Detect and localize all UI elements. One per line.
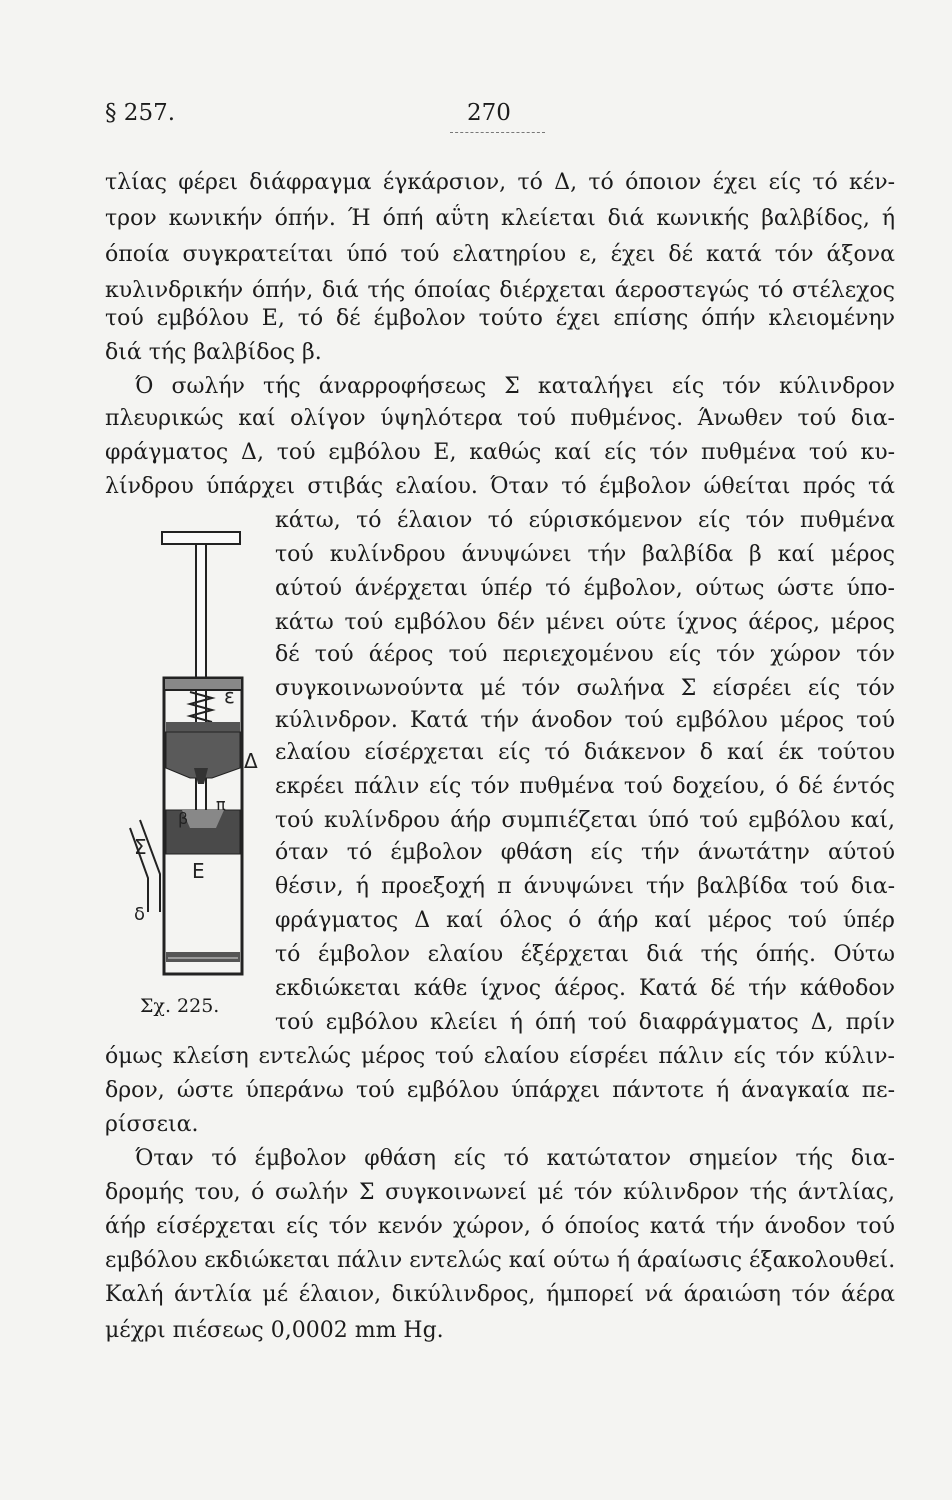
oil-pump-diagram <box>120 528 270 988</box>
text-line: Καλή άντλία μέ έλαιον, δικύλινδρος, ήμπορεί νά άραιώση τόν άέρα <box>105 1282 895 1307</box>
section-mark: § 257. <box>105 100 176 126</box>
text-line: τρον κωνικήν όπήν. Ή όπή αΰτη κλείεται διά κωνικής βαλβίδος, ή <box>105 206 895 231</box>
text-line: πλευρικώς καί ολίγον ύψηλότερα τού πυθμένος. Άνωθεν τού δια- <box>105 406 895 431</box>
text-line: αύτού άνέρχεται ύπέρ τό έμβολον, ούτως ώστε ύπο- <box>275 576 895 601</box>
text-line: κάτω, τό έλαιον τό εύρισκόμενον είς τόν πυθμένα <box>275 508 895 533</box>
text-line: φράγματος Δ καί όλος ό άήρ καί μέρος τού ύπέρ <box>275 908 895 933</box>
text-line: δρον, ώστε ύπεράνω τού εμβόλου ύπάρχει πάντοτε ή άναγκαία πε- <box>105 1078 895 1103</box>
label-small-delta: δ <box>134 904 146 925</box>
label-sigma: Σ <box>134 835 147 859</box>
text-line: εμβόλου εκδιώκεται πάλιν εντελώς καί ούτω ή άραίωσις έξακολουθεί. <box>105 1248 895 1273</box>
text-line: φράγματος Δ, τού εμβόλου Ε, καθώς καί είς τόν πυθμένα τού κυ- <box>105 440 895 465</box>
text-line: τλίας φέρει διάφραγμα έγκάρσιον, τό Δ, τό όποιον έχει είς τό κέν- <box>105 170 895 195</box>
text-line: τού εμβόλου Ε, τό δέ έμβολον τούτο έχει επίσης όπήν κλειομένην <box>105 306 895 331</box>
text-line: όμως κλείση εντελώς μέρος τού ελαίου είσρέει πάλιν είς τόν κύλιν- <box>105 1044 895 1069</box>
text-line: κύλινδρον. Κατά τήν άνοδον τού εμβόλου μέρος τού <box>275 708 895 733</box>
text-line: δέ τού άέρος τού περιεχομένου είς τόν χώρον τόν <box>275 642 895 667</box>
text-line: διά τής βαλβίδος β. <box>105 340 322 365</box>
text-line: Ό σωλήν τής άναρροφήσεως Σ καταλήγει είς τόν κύλινδρον <box>135 374 895 399</box>
text-line: λίνδρου ύπάρχει στιβάς ελαίου. Όταν τό έμβολον ώθείται πρός τά <box>105 474 895 499</box>
text-line: εκδιώκεται κάθε ίχνος άέρος. Κατά δέ τήν κάθοδον <box>275 976 895 1001</box>
text-line: κυλινδρικήν όπήν, διά τής όποίας διέρχεται άεροστεγώς τό στέλεχος <box>105 278 895 303</box>
label-epsilon: ε <box>224 684 235 708</box>
label-e: Ε <box>192 859 205 883</box>
text-line: ελαίου είσέρχεται είς τό διάκενον δ καί έκ τούτου <box>275 740 895 765</box>
text-line: μέχρι πιέσεως 0,0002 mm Hg. <box>105 1318 444 1343</box>
text-line: δρομής του, ό σωλήν Σ συγκοινωνεί μέ τόν κύλινδρον τής άντλίας, <box>105 1180 895 1205</box>
page-number: 270 <box>467 100 511 126</box>
text-line: εκρέει πάλιν είς τόν πυθμένα τού δοχείου, ό δέ έντός <box>275 774 895 799</box>
label-pi: π <box>216 795 226 814</box>
text-line: ρίσσεια. <box>105 1112 199 1137</box>
label-delta: Δ <box>244 749 258 773</box>
oil-pump-figure <box>120 528 270 988</box>
page-header <box>105 100 895 140</box>
label-beta: β <box>178 809 189 828</box>
text-line: θέσιν, ή προεξοχή π άνυψώνει τήν βαλβίδα τού δια- <box>275 874 895 899</box>
figure-caption: Σχ. 225. <box>140 995 220 1017</box>
text-line: τού κυλίνδρου άνυψώνει τήν βαλβίδα β καί μέρος <box>275 542 895 567</box>
header-rule <box>450 132 545 133</box>
text-line: Όταν τό έμβολον φθάση είς τό κατώτατον σημείον τής δια- <box>135 1146 895 1171</box>
text-line: όποία συγκρατείται ύπό τού ελατηρίου ε, έχει δέ κατά τόν άξονα <box>105 242 895 267</box>
text-line: τό έμβολον ελαίου έξέρχεται διά τής όπής. Ούτω <box>275 942 895 967</box>
text-line: κάτω τού εμβόλου δέν μένει ούτε ίχνος άέρος, μέρος <box>275 610 895 635</box>
text-line: τού κυλίνδρου άήρ συμπιέζεται ύπό τού εμβόλου καί, <box>275 808 895 833</box>
text-line: όταν τό έμβολον φθάση είς τήν άνωτάτην αύτού <box>275 840 895 865</box>
text-line: άήρ είσέρχεται είς τόν κενόν χώρον, ό όποίος κατά τήν άνοδον τού <box>105 1214 895 1239</box>
text-line: τού εμβόλου κλείει ή όπή τού διαφράγματος Δ, πρίν <box>275 1010 895 1035</box>
text-line: συγκοινωνούντα μέ τόν σωλήνα Σ είσρέει είς τόν <box>275 676 895 701</box>
